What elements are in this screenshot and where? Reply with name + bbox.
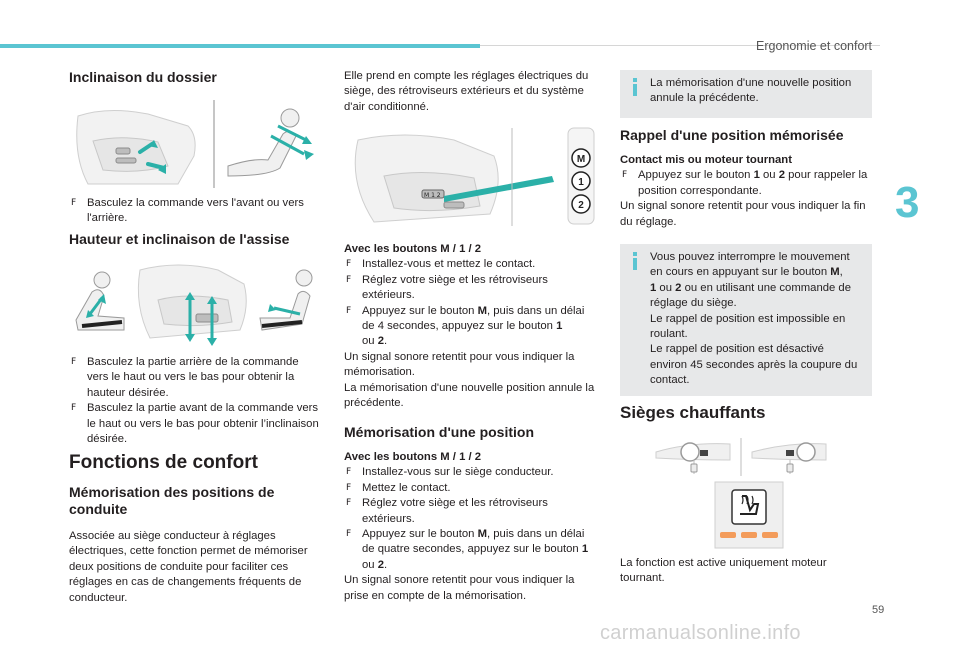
memory-button-2-label: 2: [578, 200, 584, 211]
memorisation-steps: [344, 242, 600, 411]
dossier-bullet: F Basculez la commande vers l'avant ou vers l'arrière.: [69, 196, 321, 227]
info-roulant-text: Le rappel de position est impossible en roulant.: [650, 312, 846, 341]
sieges-text: La fonction est active uniquement moteur tournant.: [620, 557, 827, 585]
header-accent-bar: [0, 44, 480, 48]
step-press-m: F Appuyez sur le bouton M, puis dans un délai de 4 secondes, appuyez sur le bouton 1 ou 2.: [344, 304, 600, 350]
memory-buttons-illustration: [344, 122, 600, 234]
assise-bullet-2: F Basculez la partie avant de la commande vers le haut ou vers le bas pour obtenir l’inclinaison désirée.: [69, 401, 321, 447]
info-icon-2: [629, 252, 641, 270]
heading-fonctions-confort: Fonctions de confort: [69, 452, 258, 473]
info-interrupt-text: Vous pouvez interrompre le mouvement en cours en appuyant sur le bouton M, 1 ou 2 ou en utilisant une commande de réglage du siège.: [650, 251, 852, 310]
heading-inclinaison-dossier: Inclinaison du dossier: [69, 69, 217, 85]
with-buttons-title-2: Avec les boutons M / 1 / 2: [344, 451, 482, 463]
with-buttons-title: Avec les boutons M / 1 / 2: [344, 243, 482, 255]
dossier-instructions: [69, 196, 321, 227]
memorisation-intro: [69, 529, 321, 606]
heated-seat-illustration: [650, 434, 830, 552]
heading-sieges-chauffants: Sièges chauffants: [620, 403, 766, 422]
col2-intro: [344, 69, 600, 115]
svg-text:M 1 2: M 1 2: [424, 192, 441, 199]
memorisation-text: Associée au siège conducteur à réglages électriques, cette fonction permet de mémoriser deux positions de conduite pour faciliter ces réglages en cas de changements fréquents de conducteur.: [69, 530, 308, 604]
assise-instructions: [69, 355, 321, 447]
info-replace-text: La mémorisation d'une nouvelle position annule la précédente.: [650, 77, 852, 105]
chapter-number: 3: [895, 178, 920, 227]
rappel-signal: Un signal sonore retentit pour vous indiquer la fin du réglage.: [620, 200, 866, 228]
assise-bullet-1: F Basculez la partie arrière de la commande vers le haut ou vers le bas pour obtenir la hauteur désirée.: [69, 355, 321, 401]
info-box-replace: [620, 70, 872, 118]
step2-adjust: F Réglez votre siège et les rétroviseurs extérieurs.: [344, 496, 600, 527]
info-icon: [629, 78, 641, 96]
contact-title: Contact mis ou moteur tournant: [620, 154, 792, 166]
step-adjust: F Réglez votre siège et les rétroviseurs extérieurs.: [344, 273, 600, 304]
replace-text: La mémorisation d'une nouvelle position annule la précédente.: [344, 381, 595, 410]
seat-cushion-illustration: [68, 256, 324, 348]
rappel-bullet: F Appuyez sur le bouton 1 ou 2 pour rappeler la position correspondante.: [620, 168, 872, 199]
heading-hauteur-assise: Hauteur et inclinaison de l'assise: [69, 231, 290, 247]
signal-text-2: Un signal sonore retentit pour vous indiquer la prise en compte de la mémorisation.: [344, 574, 575, 602]
step2-install: F Installez-vous sur le siège conducteur.: [344, 465, 600, 480]
page-number: 59: [872, 604, 885, 616]
watermark: carmanualsonline.info: [600, 622, 801, 644]
memorisation-scope-text: Elle prend en compte les réglages électriques du siège, des rétroviseurs extérieurs et du système d'air conditionné.: [344, 70, 589, 113]
info-desactive-text: Le rappel de position est désactivé environ 45 secondes après la coupure du contact.: [650, 343, 858, 387]
memory-button-1-label: 1: [578, 177, 584, 188]
heading-memorisation-position: Mémorisation d'une position: [344, 424, 534, 440]
heading-rappel-position: Rappel d'une position mémorisée: [620, 127, 844, 143]
memorisation-position-steps: [344, 450, 600, 604]
step-install: F Installez-vous et mettez le contact.: [344, 257, 600, 272]
step2-press-m: F Appuyez sur le bouton M, puis dans un délai de quatre secondes, appuyez sur le bouton 1 ou 2.: [344, 527, 600, 573]
rappel-steps: [620, 153, 872, 230]
heading-memorisation-positions: Mémorisation des positions de conduite: [69, 484, 275, 517]
memory-button-m-label: M: [576, 154, 586, 165]
sieges-note: [620, 556, 872, 587]
signal-text: Un signal sonore retentit pour vous indiquer la mémorisation.: [344, 350, 575, 379]
step2-contact: F Mettez le contact.: [344, 481, 600, 496]
seat-backrest-illustration: [68, 96, 324, 192]
info-box-interrupt: [620, 244, 872, 396]
chapter-title: Ergonomie et confort: [756, 39, 873, 53]
